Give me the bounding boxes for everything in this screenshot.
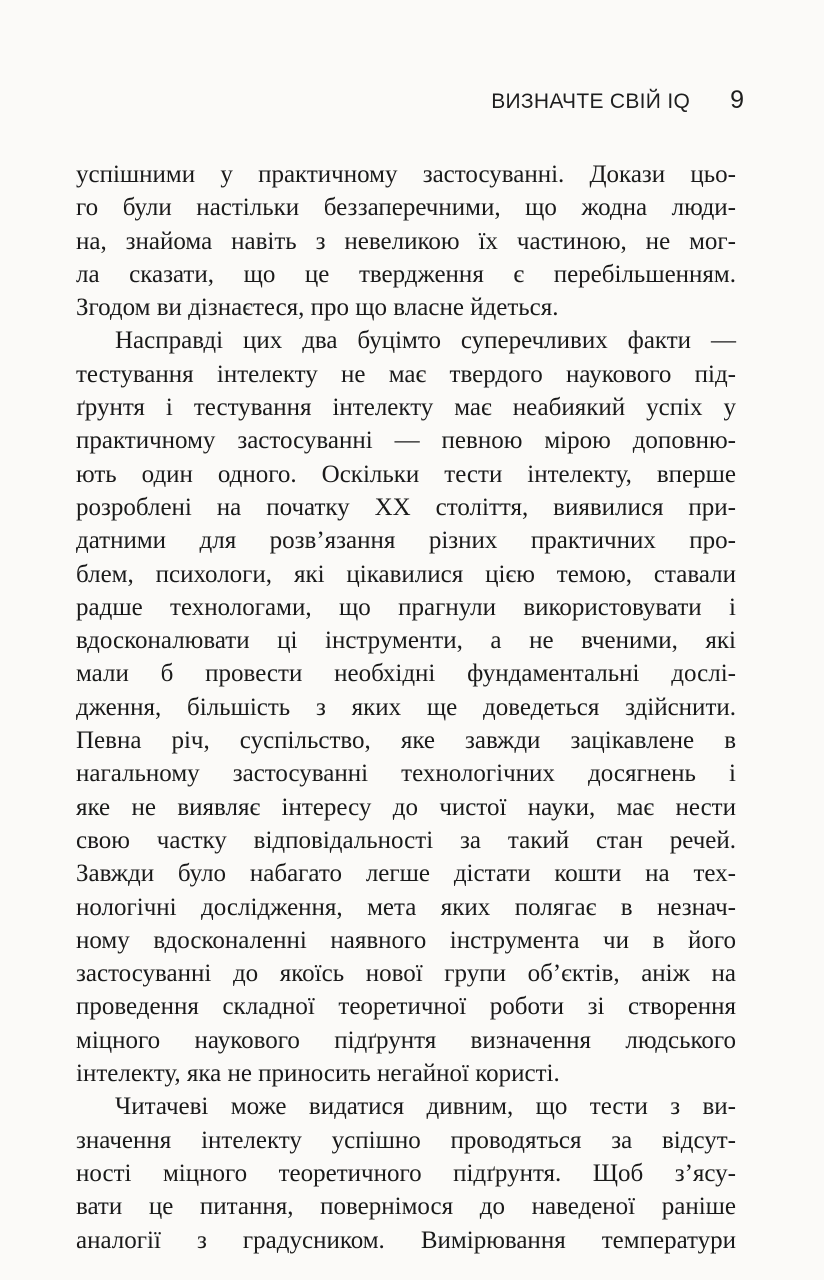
- text-line: ґрунтя і тестування інтелекту має неабиякий успіх у: [76, 394, 736, 422]
- text-line: Певна річ, суспільство, яке завжди зацікавлене в: [76, 727, 736, 755]
- text-line: нагальному застосуванні технологічних досягнень і: [76, 760, 736, 788]
- text-line: Читачеві може видатися дивним, що тести з ви-: [115, 1093, 736, 1121]
- text-line: дження, більшість з яких ще доведеться здійснити.: [76, 693, 736, 721]
- text-line: ла сказати, що це твердження є перебільшенням.: [76, 260, 736, 288]
- text-line: Завжди було набагато легше дістати кошти на тех-: [76, 860, 736, 888]
- text-line: го були настільки беззаперечними, що жодна люди-: [76, 194, 736, 222]
- text-line: вати це питання, повернімося до наведеної раніше: [76, 1193, 736, 1221]
- paragraph-3: [76, 1090, 736, 1256]
- paragraph-2: [76, 324, 736, 1090]
- text-line: застосуванні до якоїсь нової групи об’єктів, аніж на: [76, 960, 736, 988]
- text-line: інтелекту, яка не приносить негайної користі.: [76, 1060, 560, 1088]
- text-line: ють один одного. Оскільки тести інтелекту, вперше: [76, 460, 736, 488]
- running-title: ВИЗНАЧТЕ СВІЙ IQ: [491, 90, 691, 113]
- text-line: значення інтелекту успішно проводяться за відсут-: [76, 1126, 736, 1154]
- text-line: ності міцного теоретичного підґрунтя. Щоб з’ясу-: [76, 1159, 736, 1187]
- text-line: радше технологами, що прагнули використовувати і: [76, 593, 736, 621]
- text-line: Насправді цих два буцімто суперечливих факти —: [115, 327, 736, 355]
- text-line: практичному застосуванні — певною мірою доповню-: [76, 427, 736, 455]
- text-line: мали б провести необхідні фундаментальні дослі-: [76, 660, 736, 688]
- text-line: нологічні дослідження, мета яких полягає в незнач-: [76, 893, 736, 921]
- body-text: [76, 158, 736, 1257]
- text-line: яке не виявляє інтересу до чистої науки, має нести: [76, 793, 736, 821]
- text-line: вдосконалювати ці інструменти, а не вченими, які: [76, 627, 736, 655]
- text-line: свою частку відповідальності за такий стан речей.: [76, 826, 736, 854]
- text-line: датними для розв’язання різних практичних про-: [76, 527, 736, 555]
- text-line: ному вдосконаленні наявного інструмента чи в його: [76, 926, 736, 954]
- text-line: блем, психологи, які цікавилися цією темою, ставали: [76, 560, 736, 588]
- text-line: проведення складної теоретичної роботи зі створення: [76, 993, 736, 1021]
- text-line: аналогії з градусником. Вимірювання температури: [76, 1226, 736, 1254]
- text-line: Згодом ви дізнаєтеся, про що власне йдеться.: [76, 294, 559, 322]
- text-line: на, знайома навіть з невеликою їх частиною, не мог-: [76, 227, 736, 255]
- text-line: тестування інтелекту не має твердого наукового під-: [76, 360, 736, 388]
- paragraph-1: [76, 158, 736, 324]
- text-line: міцного наукового підґрунтя визначення людського: [76, 1026, 736, 1054]
- text-line: успішними у практичному застосуванні. Докази цьо-: [76, 161, 736, 188]
- page-number: 9: [730, 86, 744, 114]
- text-line: розроблені на початку XX століття, виявилися при-: [76, 493, 736, 521]
- running-head: [0, 86, 744, 115]
